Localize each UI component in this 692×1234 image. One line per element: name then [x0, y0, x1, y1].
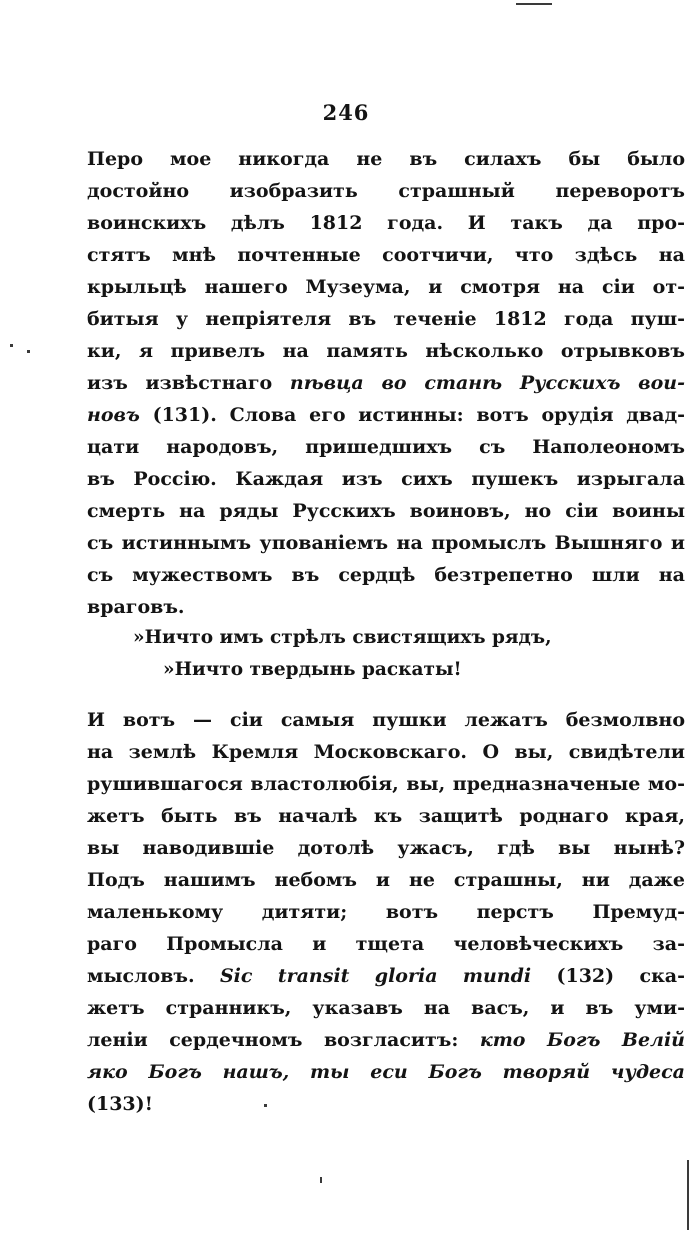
text-line: цати народовъ, пришедшихъ съ Наполеономъ	[87, 436, 685, 458]
scan-edge-line	[687, 1160, 689, 1230]
scan-dot	[27, 350, 30, 353]
text-line: битыя у непріятеля въ теченіе 1812 года пуш-	[87, 308, 685, 330]
verse-line: »Ничто твердынь раскаты!	[163, 659, 462, 680]
text-line	[87, 1056, 685, 1088]
italic-text: кто Богъ Велій	[479, 1029, 685, 1051]
verse-line: »Ничто имъ стрѣлъ свистящихъ рядъ,	[133, 627, 552, 648]
text-line: новъ (131). Слова его истинны: вотъ орудія двад-	[87, 404, 685, 426]
scan-mark-top	[516, 3, 552, 5]
text-line: Подъ нашимъ небомъ и не страшны, ни даже	[87, 869, 685, 891]
text-line: стятъ мнѣ почтенные соотчичи, что здѣсь на	[87, 244, 685, 266]
text-line: съ истиннымъ упованіемъ на промыслъ Вышняго и	[87, 532, 685, 554]
text-line: въ Россію. Каждая изъ сихъ пушекъ изрыгала	[87, 468, 685, 490]
text-line: жетъ странникъ, указавъ на васъ, и въ уми-	[87, 997, 685, 1019]
text-line: воинскихъ дѣлъ 1812 года. И такъ да про-	[87, 212, 685, 234]
text-line: смерть на ряды Русскихъ воиновъ, но сіи воины	[87, 500, 685, 522]
italic-text: пѣвца во станѣ Русскихъ вои-	[289, 372, 685, 394]
scan-dot	[264, 1104, 267, 1107]
page-number: 246	[322, 100, 370, 125]
text-line: изъ извѣстнаго пѣвца во станѣ Русскихъ вои-	[87, 372, 685, 394]
text-line: рушившагося властолюбія, вы, предназначеные мо-	[87, 773, 685, 795]
italic-text: яко Богъ нашъ, ты еси Богъ творяй чудеса	[87, 1061, 685, 1083]
text-line: враговъ.	[87, 596, 185, 618]
text-line: маленькому дитяти; вотъ перстъ Премуд-	[87, 901, 685, 923]
latin-quote: Sic transit gloria mundi	[219, 965, 532, 987]
text-line: леніи сердечномъ возгласитъ: кто Богъ Велій	[87, 1029, 685, 1051]
text-line: достойно изобразить страшный переворотъ	[87, 180, 685, 202]
text-line: мысловъ. Sic transit gloria mundi (132) ска-	[87, 965, 685, 987]
italic-text: новъ	[87, 404, 140, 426]
scan-dot	[10, 344, 13, 347]
text-line: ки, я привелъ на память нѣсколько отрывковъ	[87, 340, 685, 362]
text-line: съ мужествомъ въ сердцѣ безтрепетно шли на	[87, 564, 685, 586]
text-line: на землѣ Кремля Московскаго. О вы, свидѣтели	[87, 741, 685, 763]
scan-dot	[320, 1177, 322, 1183]
text-line: И вотъ — сіи самыя пушки лежатъ безмолвно	[87, 709, 685, 731]
text-line: жетъ быть въ началѣ къ защитѣ роднаго края,	[87, 805, 685, 827]
text-line: вы наводившіе дотолѣ ужасъ, гдѣ вы нынѣ?	[87, 837, 685, 859]
text-line: крыльцѣ нашего Музеума, и смотря на сіи от-	[87, 276, 685, 298]
text-line: (133)!	[87, 1093, 153, 1115]
text-line: Перо мое никогда не въ силахъ бы было	[87, 148, 685, 170]
text-line: раго Промысла и тщета человѣческихъ за-	[87, 933, 685, 955]
